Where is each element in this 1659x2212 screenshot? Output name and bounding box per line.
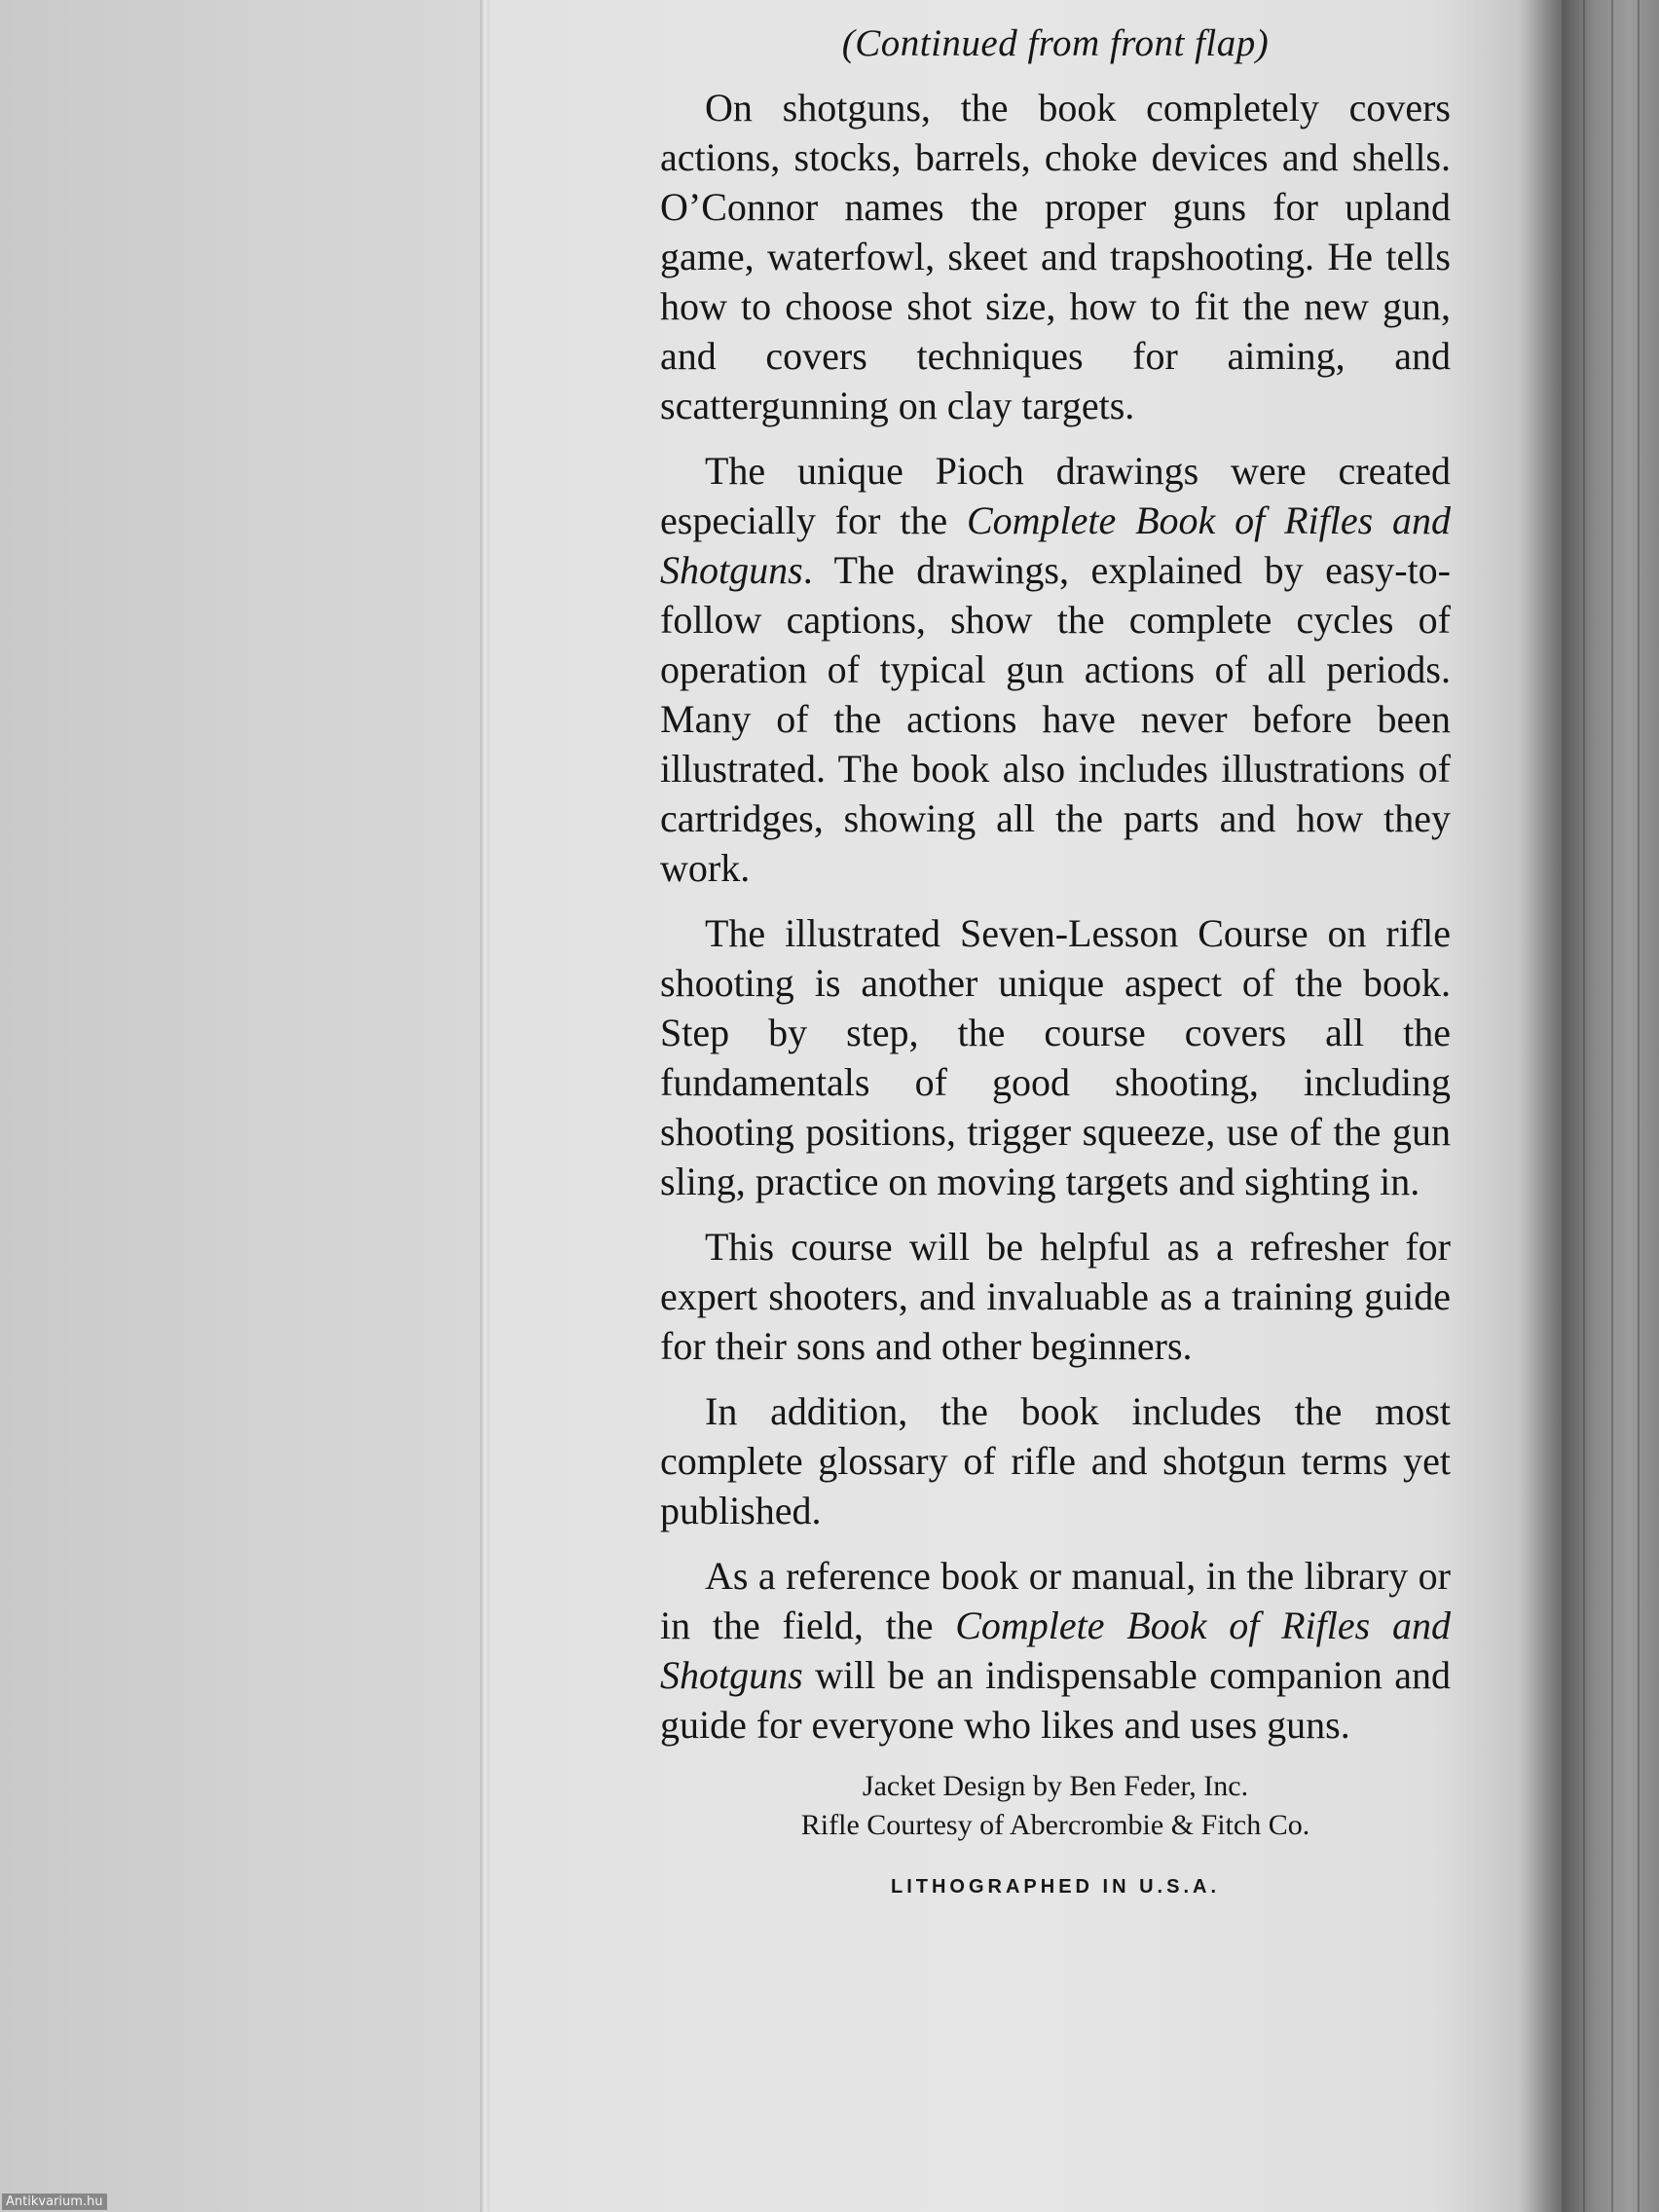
book-title-italic: Complete Book of Rifles and Shotguns [660,498,1451,592]
flap-text-column [660,21,1451,1899]
continued-heading: (Continued from front flap) [841,22,1270,64]
credits [660,1767,1451,1845]
site-watermark: Antikvarium.hu [2,2194,107,2210]
paragraph [660,1551,1451,1750]
paragraph-text: The unique Pioch drawings were created especially for the [660,449,1451,542]
edge-streak [1583,0,1585,2212]
credit-line-jacket: Jacket Design by Ben Feder, Inc. [862,1770,1249,1802]
paragraph-text: . The drawings, explained by easy-to-follow captions, show the complete cycles of operation of typical gun actions of all periods. Many of the actions have never before been illustrated. The book also includes illustrations of cartridges, showing all the parts and how they work. [660,548,1451,890]
paragraph-text: On shotguns, the book completely covers actions, stocks, barrels, choke devices and shells. O’Connor names the proper guns for upland game, waterfowl, skeet and trapshooting. He tells how to choose shot size, how to fit the new gun, and covers techniques for aiming, and scattergunning on clay targets. [660,86,1451,427]
paragraphs [660,83,1451,1750]
paragraph-text: will be an indispensable companion and guide for everyone who likes and uses guns. [660,1653,1451,1747]
credit-line-rifle: Rifle Courtesy of Abercrombie & Fitch Co. [800,1809,1310,1841]
paragraph [660,83,1451,430]
book-title-italic: Complete Book of Rifles and Shotguns [660,1604,1451,1697]
paragraph-text: This course will be helpful as a refresher for expert shooters, and invaluable as a training guide for their sons and other beginners. [660,1225,1451,1368]
paragraph-text: As a reference book or manual, in the library or in the field, the [660,1554,1451,1647]
edge-streak [1611,0,1613,2212]
paragraph-text: In addition, the book includes the most complete glossary of rifle and shotgun terms yet published. [660,1389,1451,1532]
edge-streak [1638,0,1640,2212]
lithographed-note: LITHOGRAPHED IN U.S.A. [890,1876,1220,1898]
paragraph [660,1386,1451,1535]
paragraph [660,1222,1451,1371]
paragraph [660,908,1451,1206]
flap-edge-shadow [1519,0,1562,2212]
page-fold [480,0,490,2212]
paragraph [660,446,1451,893]
left-blank-page [0,0,484,2212]
book-edge [1562,0,1659,2212]
paragraph-text: The illustrated Seven-Lesson Course on rifle shooting is another unique aspect of the book. Step by step, the course covers all the fundamentals of good shooting, including shooting positions, trigger squeeze, use of the gun sling, practice on moving targets and sighting in. [660,911,1451,1203]
